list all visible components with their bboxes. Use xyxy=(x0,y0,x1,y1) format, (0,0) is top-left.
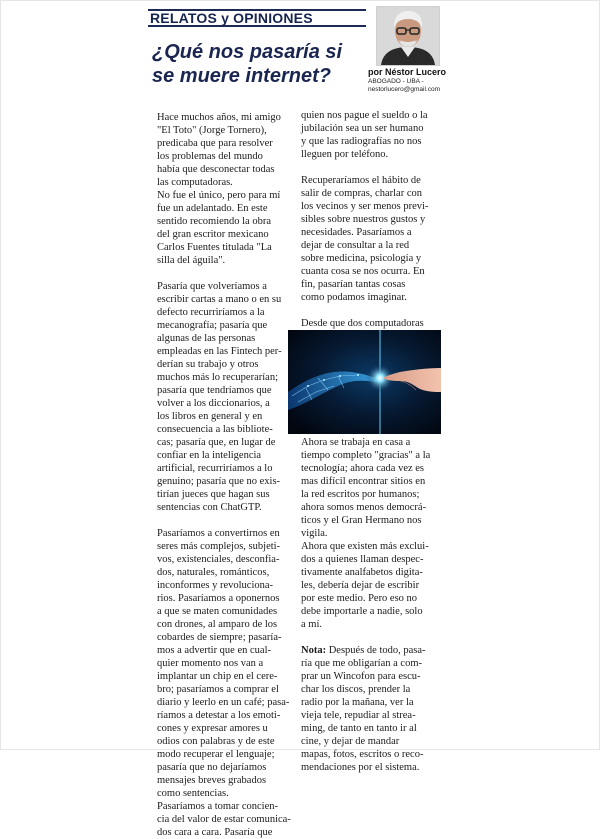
author-portrait-icon xyxy=(377,7,439,65)
paragraph-2: Pasaría que volveríamos a escribir cartas a mano o en su defecto recurriríamos a la mecanografía; pasaría que algunas de las personas empleadas en las Fintech per- derían su trabajo y otros muchos más lo recuperarían; pasaría que tendríamos que volver a los diccionarios, a los libros en general y en consecuencia a las bibliote- cas; pasaría que, en lugar de confiar en la inteligencia artificial, recurriríamos a lo genuino; pasaría que no exis- tirían jueces que hagan sus sentencias con ChatGTP. xyxy=(157,281,282,513)
nota-label: Nota: xyxy=(301,645,327,656)
nota-paragraph xyxy=(301,644,441,774)
author-meta xyxy=(368,78,440,94)
paragraph-6: Desde que dos computadoras xyxy=(301,318,424,329)
section-title: RELATOS y OPINIONES xyxy=(150,10,313,26)
author-photo xyxy=(376,6,440,66)
hero-image xyxy=(288,330,441,434)
headline xyxy=(152,40,372,88)
paragraph-7: Ahora se trabaja en casa a tiempo completo "gracias" a la tecnología; ahora cada vez es mas difícil encontrar sitios en la red escritos por humanos; ahora somos menos democrá- ticos y el Gran Hermano nos vigila. Ahora que existen más exclui- dos a quienes llaman despec- tivamente analfabetos digita- les, debería dejar de escribir por este medio. Pero eso no debe importarle a nadie, solo a mí. xyxy=(301,437,431,630)
robot-human-touch-icon xyxy=(288,330,441,434)
paragraph-1: Hace muchos años, mi amigo "El Toto" (Jorge Tornero), predicaba que para resolver los problemas del mundo había que desconectar todas las computadoras. No fue el único, pero para mí fue un adelantado. En este sentido recomiendo la obra del gran escritor mexicano Carlos Fuentes titulada "La silla del águila". xyxy=(157,112,281,266)
headline-line-2: se muere internet? xyxy=(152,65,331,87)
paragraph-3: Pasaríamos a convertirnos en seres más complejos, subjeti- vos, existenciales, desconfia- dos, naturales, románticos, inconformes y revoluciona- rios. Pasaríamos a oponernos a que se maten comunidades con drones, al amparo de los cobardes de siempre; pasaría- mos a advertir que en cual- quier momento nos van a implantar un chip en el cere- bro; pasaríamos a comprar el diario y leerlo en un café; pasa- ríamos a detestar a los emoti- cones y expresar amores u odios con palabras y de este modo recuperar el lenguaje; pasaría que no dejaríamos mensajes breves grabados como sentencias. Pasaríamos a tomar concien- cia del valor de estar comunica- dos cara a cara. Pasaría que xyxy=(157,528,291,838)
paragraph-5: Recuperaríamos el hábito de salir de compras, charlar con los vecinos y ser menos previ- sibles sobre nuestros gustos y necesidades. Pasaríamos a dejar de consultar a la red sobre medicina, psicología y cuanta cosa se nos ocurra. En fin, pasarían tantas cosas como podamos imaginar. xyxy=(301,175,429,303)
author-role: ABOGADO - UBA - xyxy=(368,78,424,85)
author-email: nestorlucero@gmail.com xyxy=(368,86,440,93)
author-byline: por Néstor Lucero xyxy=(368,67,447,77)
left-column xyxy=(157,111,297,839)
paragraph-4: quien nos pague el sueldo o la jubilación sea un ser humano y que las radiografías no nos lleguen por teléfono. xyxy=(301,110,428,160)
headline-line-1: ¿Qué nos pasaría si xyxy=(152,41,343,63)
right-column-top xyxy=(301,109,441,356)
nota-text: Después de todo, pasa- ría que me obligarían a com- prar un Wincofon para escu- char los discos, prender la radio por la mañana, ver la vieja tele, repudiar al strea- ming, de tanto en tanto ir al cine, y dejar de mandar mapas, fotos, escritos o reco- mendaciones por el sistema. xyxy=(301,645,426,773)
right-column-bottom xyxy=(301,436,441,774)
